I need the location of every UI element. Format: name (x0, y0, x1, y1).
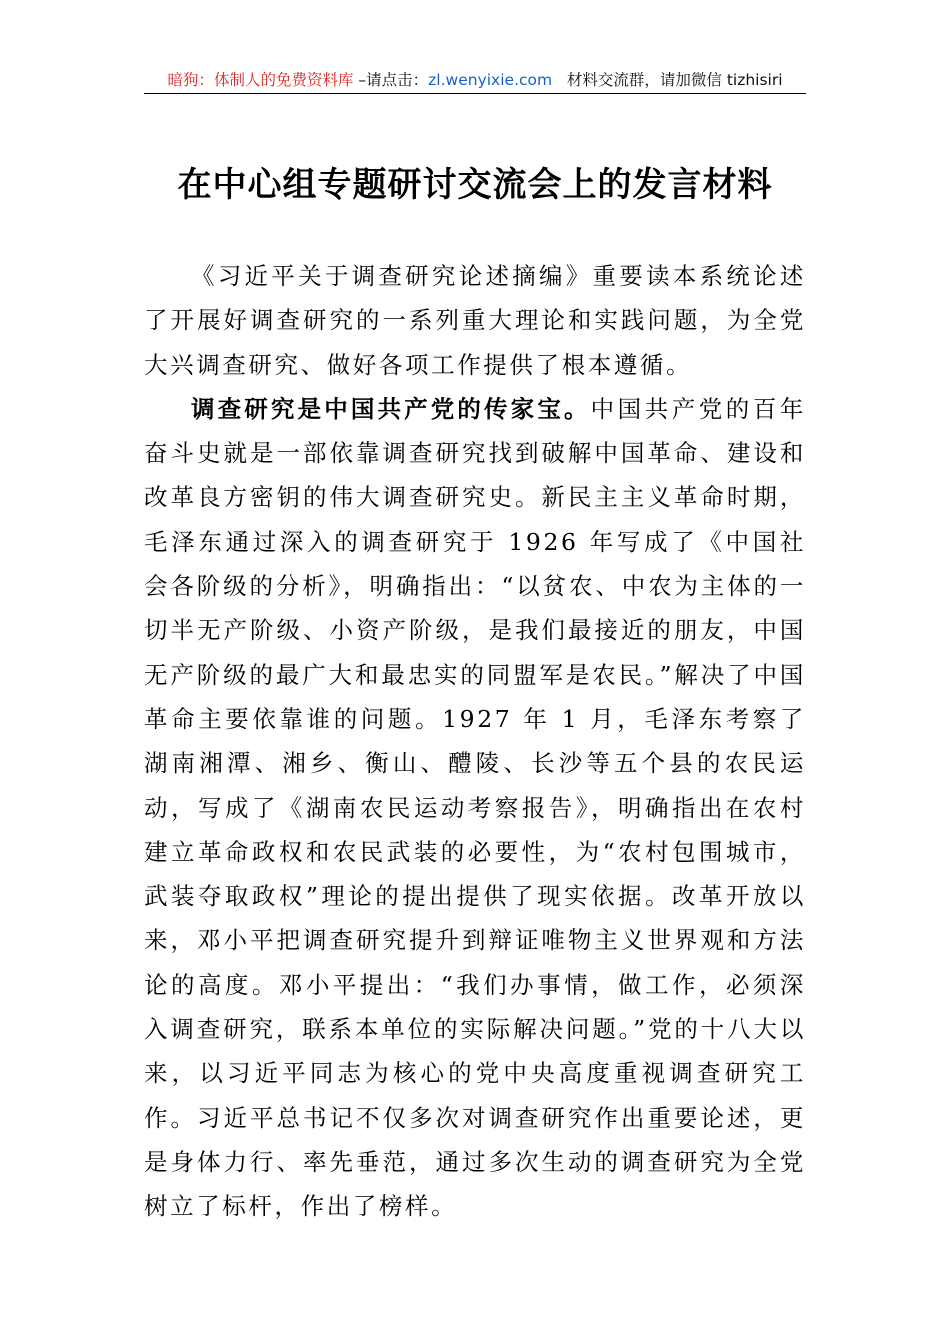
document-title: 在中心组专题研讨交流会上的发言材料 (177, 165, 773, 205)
header-click-prompt: –请点击： (353, 71, 429, 89)
header-site-name: 暗狗：体制人的免费资料库 (167, 71, 354, 89)
document-body (144, 254, 806, 1229)
page-header (144, 68, 806, 92)
paragraph-1 (144, 254, 806, 387)
header-site-link[interactable]: zl.wenyixie.com (428, 71, 553, 89)
header-divider (144, 93, 806, 94)
header-wechat-note: 材料交流群，请加微信 tizhisiri (552, 71, 783, 89)
paragraph-2 (144, 387, 806, 1229)
paragraph-2-text: 中国共产党的百年奋斗史就是一部依靠调查研究找到破解中国革命、建设和改革良方密钥的伟大调查研究史。新民主主义革命时期，毛泽东通过深入的调查研究于 1926 年写成了《中国社会各阶级的分析》，明确指出：“以贫农、中农为主体的一切半无产阶级、小资产阶级，是我们最接近的朋友，中国无产阶级的最广大和最忠实的同盟军是农民。”解决了中国革命主要依靠谁的问题。1927 年 1 月，毛泽东考察了湖南湘潭、湘乡、衡山、醴陵、长沙等五个县的农民运动，写成了《湖南农民运动考察报告》，明确指出在农村建立革命政权和农民武装的必要性，为“农村包围城市，武装夺取政权”理论的提出提供了现实依据。改革开放以来，邓小平把调查研究提升到辩证唯物主义世界观和方法论的高度。邓小平提出：“我们办事情，做工作，必须深入调查研究，联系本单位的实际解决问题。”党的十八大以来，以习近平同志为核心的党中央高度重视调查研究工作。习近平总书记不仅多次对调查研究作出重要论述，更是身体力行、率先垂范，通过多次生动的调查研究为全党树立了标杆，作出了榜样。 (144, 394, 806, 1221)
paragraph-2-lead: 调查研究是中国共产党的传家宝。 (191, 394, 591, 423)
paragraph-1-text: 《习近平关于调查研究论述摘编》重要读本系统论述了开展好调查研究的一系列重大理论和实践问题，为全党大兴调查研究、做好各项工作提供了根本遵循。 (144, 262, 806, 379)
